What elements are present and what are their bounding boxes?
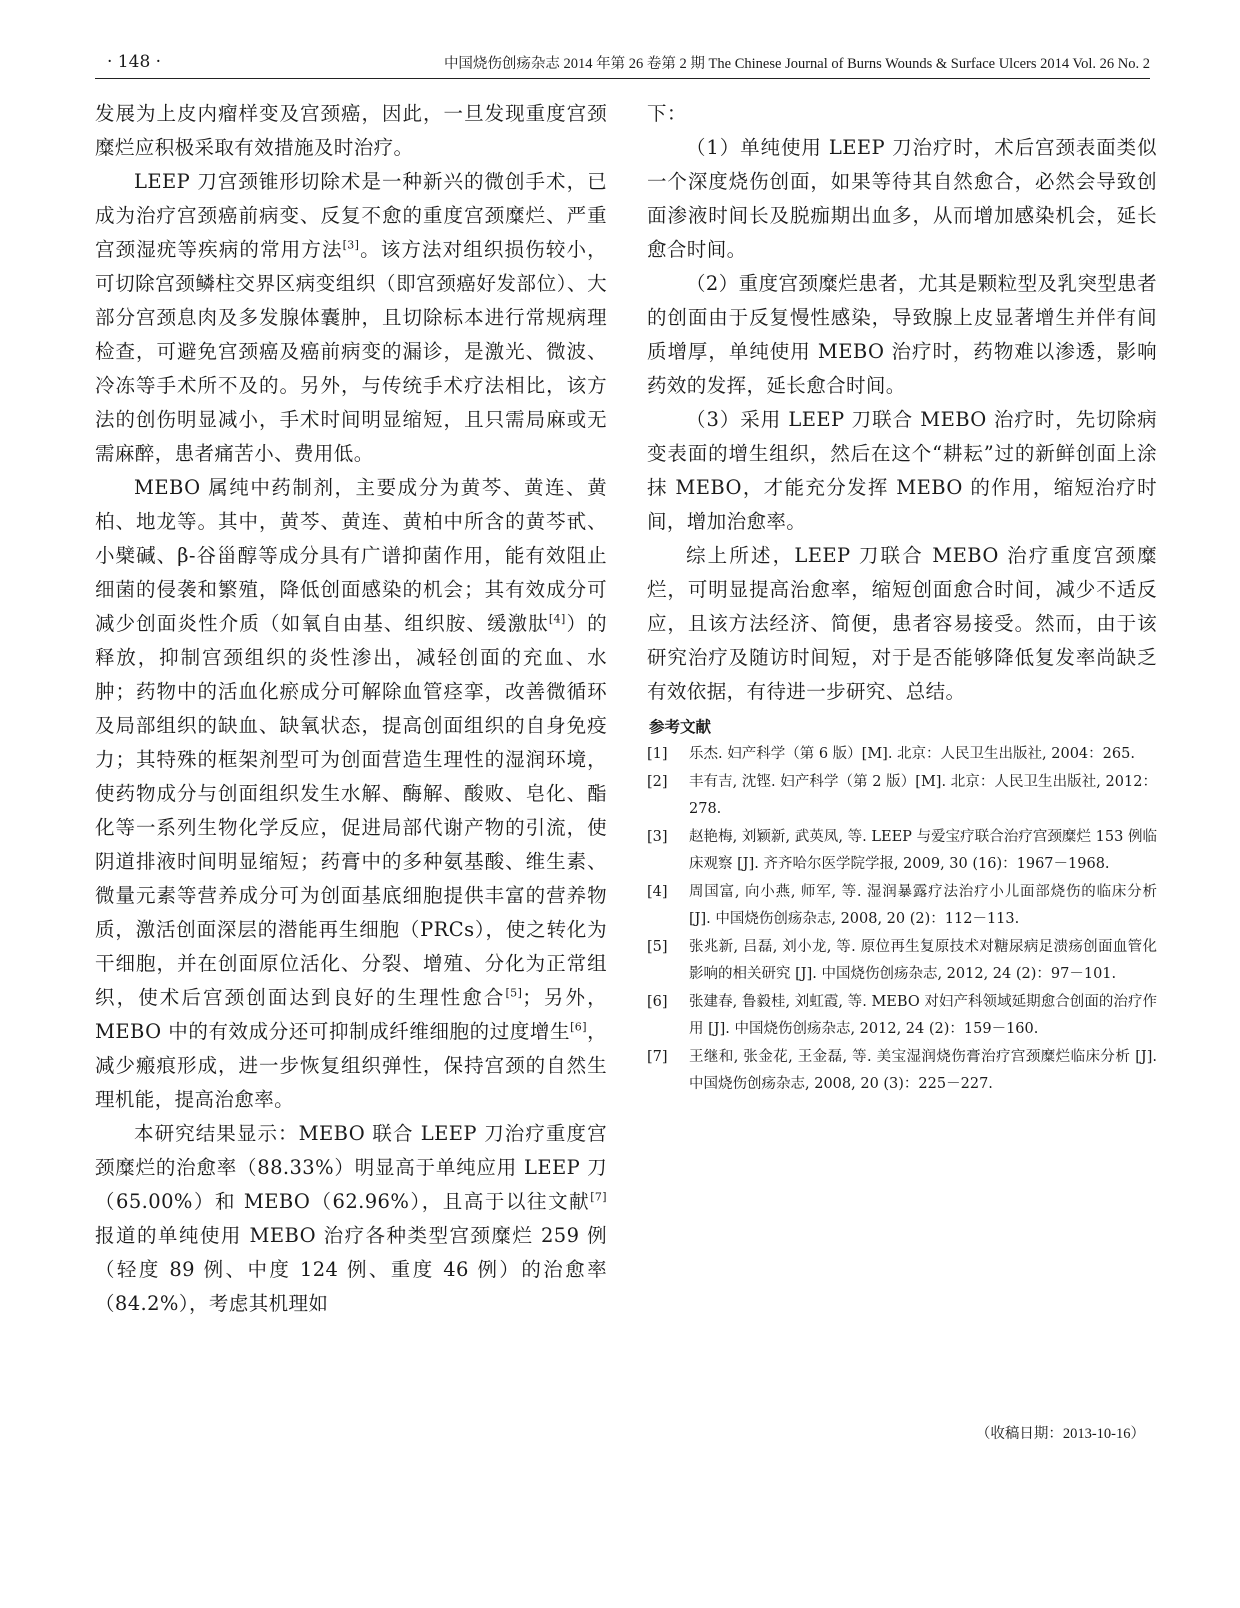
paragraph-point-1: （1）单纯使用 LEEP 刀治疗时，术后宫颈表面类似一个深度烧伤创面，如果等待其自然愈合，必然会导致创面渗液时间长及脱痂期出血多，从而增加感染机会，延长愈合时间。 bbox=[647, 136, 1157, 261]
paragraph-continuation-right: 下： bbox=[647, 102, 687, 125]
reference-text: 丰有吉, 沈铿. 妇产科学（第 2 版）[M]. 北京：人民卫生出版社, 2012：278. bbox=[689, 774, 1157, 817]
journal-title-line: 中国烧伤创疡杂志 2014 年第 26 卷第 2 期 The Chinese Journal of Burns Wounds & Surface Ulcers 2014 Vol. 26 No. 2 bbox=[443, 56, 1150, 72]
paragraph-mebo: MEBO 属纯中药制剂，主要成分为黄芩、黄连、黄柏、地龙等。其中，黄芩、黄连、黄柏中所含的黄芩甙、小檗碱、β-谷甾醇等成分具有广谱抑菌作用，能有效阻止细菌的侵袭和繁殖，降低创面感染的机会；其有效成分可减少创面炎性介质（如氧自由基、组织胺、缓激肽[4]）的释放，抑制宫颈组织的炎性渗出，减轻创面的充血、水肿；药物中的活血化瘀成分可解除血管痉挛，改善微循环及局部组织的缺血、缺氧状态，提高创面组织的自身免疫力；其特殊的框架剂型可为创面营造生理性的湿润环境，使药物成分与创面组织发生水解、酶解、酸败、皂化、酯化等一系列生物化学反应，促进局部代谢产物的引流，使阴道排液时间明显缩短；药膏中的多种氨基酸、维生素、微量元素等营养成分可为创面基底细胞提供丰富的营养物质，激活创面深层的潜能再生细胞（PRCs），使之转化为干细胞，并在创面原位活化、分裂、增殖、分化为正常组织，使术后宫颈创面达到良好的生理性愈合[5]；另外，MEBO 中的有效成分还可抑制成纤维细胞的过度增生[6]，减少瘢痕形成，进一步恢复组织弹性，保持宫颈的自然生理机能，提高治愈率。 bbox=[95, 476, 607, 1111]
reference-number: [1] bbox=[647, 746, 668, 762]
reference-item bbox=[647, 989, 1157, 1043]
reference-text: 王继和, 张金花, 王金磊, 等. 美宝湿润烧伤膏治疗宫颈糜烂临床分析 [J]. 中国烧伤创疡杂志, 2008, 20 (3)：225－227. bbox=[689, 1049, 1157, 1092]
paragraph-point-2: （2）重度宫颈糜烂患者，尤其是颗粒型及乳突型患者的创面由于反复慢性感染，导致腺上皮显著增生并伴有间质增厚，单纯使用 MEBO 治疗时，药物难以渗透，影响药效的发挥，延长愈合时间。 bbox=[647, 272, 1157, 397]
paragraph-point-3: （3）采用 LEEP 刀联合 MEBO 治疗时，先切除病变表面的增生组织，然后在这个“耕耘”过的新鲜创面上涂抹 MEBO，才能充分发挥 MEBO 的作用，缩短治疗时间，增加治愈率。 bbox=[647, 408, 1157, 533]
citation-5: [5] bbox=[505, 986, 523, 1000]
running-header bbox=[95, 46, 1150, 79]
reference-list bbox=[647, 741, 1157, 1098]
citation-7: [7] bbox=[590, 1190, 607, 1204]
paragraph-leep: LEEP 刀宫颈锥形切除术是一种新兴的微创手术，已成为治疗宫颈癌前病变、反复不愈的重度宫颈糜烂、严重宫颈湿疣等疾病的常用方法[3]。该方法对组织损伤较小，可切除宫颈鳞柱交界区病变组织（即宫颈癌好发部位）、大部分宫颈息肉及多发腺体囊肿，且切除标本进行常规病理检查，可避免宫颈癌及癌前病变的漏诊，是激光、微波、冷冻等手术所不及的。另外，与传统手术疗法相比，该方法的创伤明显减小，手术时间明显缩短，且只需局麻或无需麻醉，患者痛苦小、费用低。 bbox=[95, 170, 607, 465]
reference-text: 乐杰. 妇产科学（第 6 版）[M]. 北京：人民卫生出版社, 2004：265. bbox=[689, 746, 1135, 762]
paragraph-results: 本研究结果显示：MEBO 联合 LEEP 刀治疗重度宫颈糜烂的治愈率（88.33%）明显高于单纯应用 LEEP 刀（65.00%）和 MEBO（62.96%），且高于以往文献[7]报道的单纯使用 MEBO 治疗各种类型宫颈糜烂 259 例（轻度 89 例、中度 124 例、重度 46 例）的治愈率（84.2%），考虑其机理如 bbox=[95, 1122, 607, 1315]
reference-text: 赵艳梅, 刘颖新, 武英凤, 等. LEEP 与爱宝疗联合治疗宫颈糜烂 153 例临床观察 [J]. 齐齐哈尔医学院学报, 2009, 30 (16)：1967－1968. bbox=[689, 829, 1157, 872]
citation-3: [3] bbox=[342, 238, 360, 252]
left-column bbox=[95, 97, 607, 1321]
reference-item bbox=[647, 824, 1157, 878]
citation-6: [6] bbox=[570, 1020, 587, 1034]
reference-item bbox=[647, 879, 1157, 933]
reference-number: [6] bbox=[647, 994, 668, 1010]
page-number: · 148 · bbox=[107, 52, 162, 72]
references-heading: 参考文献 bbox=[649, 718, 712, 736]
reference-item bbox=[647, 741, 1157, 768]
reference-number: [5] bbox=[647, 939, 668, 955]
reference-item bbox=[647, 934, 1157, 988]
reference-number: [3] bbox=[647, 829, 668, 845]
reference-item bbox=[647, 769, 1157, 823]
reference-item bbox=[647, 1044, 1157, 1098]
reference-text: 张建春, 鲁毅桂, 刘虹霞, 等. MEBO 对妇产科领域延期愈合创面的治疗作用 [J]. 中国烧伤创疡杂志, 2012, 24 (2)：159－160. bbox=[689, 994, 1157, 1037]
reference-text: 周国富, 向小燕, 师军, 等. 湿润暴露疗法治疗小儿面部烧伤的临床分析 [J]. 中国烧伤创疡杂志, 2008, 20 (2)：112－113. bbox=[689, 884, 1157, 927]
reference-number: [4] bbox=[647, 884, 668, 900]
paragraph-continuation: 发展为上皮内瘤样变及宫颈癌，因此，一旦发现重度宫颈糜烂应积极采取有效措施及时治疗。 bbox=[95, 102, 607, 159]
right-column bbox=[647, 97, 1157, 1442]
reference-text: 张兆新, 吕磊, 刘小龙, 等. 原位再生复原技术对糖尿病足溃疡创面血管化影响的相关研究 [J]. 中国烧伤创疡杂志, 2012, 24 (2)：97－101. bbox=[689, 939, 1157, 982]
paragraph-conclusion: 综上所述，LEEP 刀联合 MEBO 治疗重度宫颈糜烂，可明显提高治愈率，缩短创面愈合时间，减少不适反应，且该方法经济、简便，患者容易接受。然而，由于该研究治疗及随访时间短，对于是否能够降低复发率尚缺乏有效依据，有待进一步研究、总结。 bbox=[647, 544, 1157, 703]
received-date: （收稿日期：2013-10-16） bbox=[975, 1426, 1145, 1442]
reference-number: [2] bbox=[647, 774, 668, 790]
reference-number: [7] bbox=[647, 1049, 668, 1065]
citation-4: [4] bbox=[548, 612, 566, 626]
